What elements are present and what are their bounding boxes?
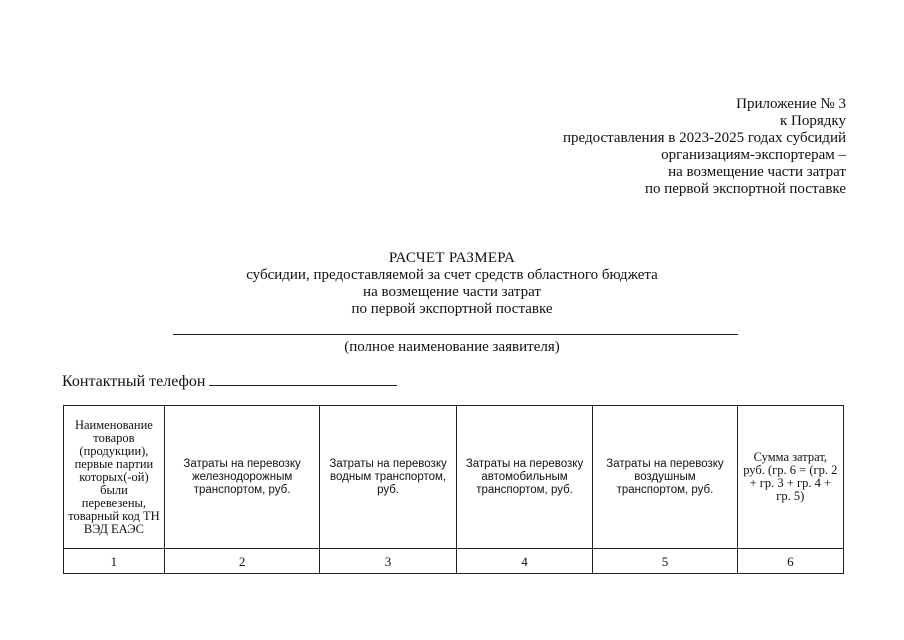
column-number-cell: 1 [64, 549, 165, 574]
table-header-cell: Затраты на перевозку воздушным транспортом, руб. [593, 406, 737, 549]
title-line: субсидии, предоставляемой за счет средств областного бюджета [246, 267, 658, 283]
applicant-name-field[interactable] [173, 334, 738, 335]
appendix-line: Приложение № 3 [736, 96, 846, 112]
appendix-line: по первой экспортной поставке [644, 181, 846, 197]
column-number-cell: 3 [320, 549, 456, 574]
column-number-cell: 6 [737, 549, 843, 574]
applicant-name-caption: (полное наименование заявителя) [344, 339, 560, 355]
title-line: по первой экспортной поставке [351, 301, 553, 317]
title-main: РАСЧЕТ РАЗМЕРА [388, 250, 516, 266]
contact-phone-row [62, 371, 397, 392]
appendix-line: предоставления в 2023-2025 годах субсидий [562, 130, 846, 146]
table-row [64, 549, 844, 574]
contact-phone-field[interactable] [209, 371, 397, 386]
appendix-line: организациям-экспортерам – [661, 147, 846, 163]
table-header-cell: Сумма затрат, руб. (гр. 6 = (гр. 2 + гр. 3 + гр. 4 + гр. 5) [737, 406, 843, 549]
appendix-reference [563, 96, 846, 198]
table-header-cell: Затраты на перевозку автомобильным транспортом, руб. [456, 406, 593, 549]
document-title [0, 250, 904, 318]
table-header-cell: Затраты на перевозку железнодорожным транспортом, руб. [164, 406, 320, 549]
column-number-cell: 4 [456, 549, 593, 574]
table-header-cell: Затраты на перевозку водным транспортом, руб. [320, 406, 456, 549]
appendix-line: к Порядку [780, 113, 846, 129]
subsidy-calculation-table [63, 405, 844, 574]
table-header-row [64, 406, 844, 549]
contact-phone-label: Контактный телефон [62, 373, 206, 390]
title-line: на возмещение части затрат [363, 284, 541, 300]
table-header-cell: Наименование товаров (продукции), первые партии которых(-ой) были перевезены, товарный код ТН ВЭД ЕАЭС [64, 406, 165, 549]
column-number-cell: 5 [593, 549, 737, 574]
column-number-cell: 2 [164, 549, 320, 574]
appendix-line: на возмещение части затрат [668, 164, 846, 180]
